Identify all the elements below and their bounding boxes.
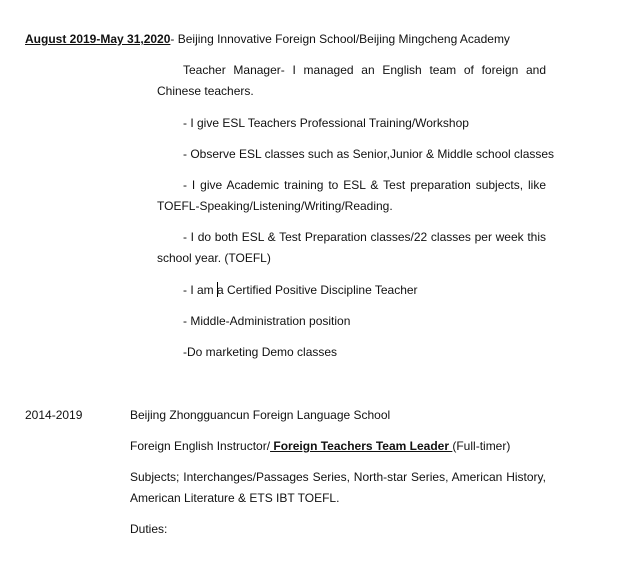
job1-duty-5-after: a Certified Positive Discipline Teacher [217, 283, 418, 297]
job1-duty-1: - I give ESL Teachers Professional Training/Workshop [183, 116, 469, 130]
job1-duty-4-line1: - I do both ESL & Test Preparation classes/22 classes per week this [183, 230, 546, 244]
job1-dates: August 2019-May 31,2020 [25, 32, 171, 46]
job2-title-suffix: (Full-timer) [452, 439, 511, 453]
job1-duty-4-line2: school year. (TOEFL) [157, 251, 271, 265]
job2-dates: 2014-2019 [25, 408, 83, 422]
job2-subjects-line1: Subjects; Interchanges/Passages Series, North-star Series, American History, [130, 470, 546, 484]
job2-title [130, 439, 510, 453]
job1-duty-2: - Observe ESL classes such as Senior,Junior & Middle school classes [183, 147, 555, 161]
job2-title-role: Foreign Teachers Team Leader [270, 439, 453, 453]
job1-summary-line1: Teacher Manager- I managed an English team of foreign and [183, 63, 546, 77]
job1-employer: - Beijing Innovative Foreign School/Beijing Mingcheng Academy [170, 32, 510, 46]
job1-duty-5-before: - I am [183, 283, 218, 297]
job1-duty-3-line1: - I give Academic training to ESL & Test preparation subjects, like [183, 178, 546, 192]
job1-duty-3-line2: TOEFL-Speaking/Listening/Writing/Reading. [157, 199, 393, 213]
job1-duty-7: -Do marketing Demo classes [183, 345, 338, 359]
job2-duties-label: Duties: [130, 522, 168, 536]
job2-title-prefix: Foreign English Instructor/ [130, 439, 271, 453]
job2-employer: Beijing Zhongguancun Foreign Language School [130, 408, 391, 422]
job1-summary-line2: Chinese teachers. [157, 84, 254, 98]
job1-heading [25, 32, 510, 46]
job1-duty-5 [183, 282, 418, 297]
job2-subjects-line2: American Literature & ETS IBT TOEFL. [130, 491, 340, 505]
job1-duty-6: - Middle-Administration position [183, 314, 351, 328]
